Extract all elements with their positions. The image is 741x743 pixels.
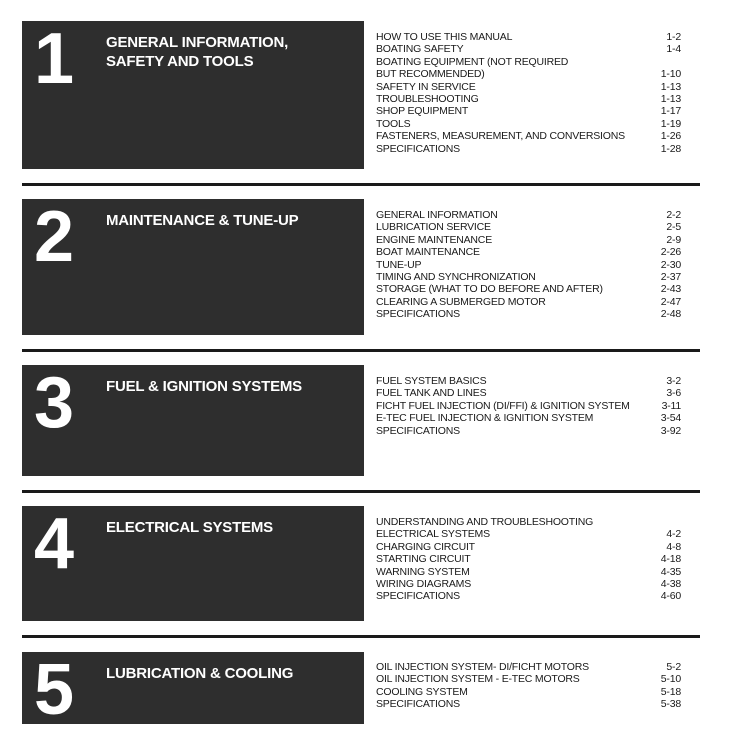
chapter-3-title xyxy=(106,377,346,396)
toc-entry[interactable] xyxy=(376,68,681,80)
section-divider xyxy=(22,183,700,186)
toc-entry[interactable] xyxy=(376,81,681,93)
toc-entry-label: STORAGE (WHAT TO DO BEFORE AND AFTER) xyxy=(376,283,603,296)
toc-entry-label: FUEL SYSTEM BASICS xyxy=(376,375,487,387)
toc-entry[interactable] xyxy=(376,259,681,271)
toc-entry[interactable] xyxy=(376,130,681,142)
chapter-4-title-block xyxy=(22,506,364,621)
toc-entry-label: OIL INJECTION SYSTEM - E-TEC MOTORS xyxy=(376,673,580,686)
toc-entry-page: 3-6 xyxy=(666,387,681,400)
toc-entry[interactable] xyxy=(376,578,681,590)
toc-entry-page: 2-30 xyxy=(660,258,681,271)
toc-entry-label: CHARGING CIRCUIT xyxy=(376,540,475,553)
toc-entry[interactable] xyxy=(376,661,681,673)
toc-entry-page: 2-2 xyxy=(666,209,681,221)
toc-entry-page: 5-18 xyxy=(660,685,681,698)
toc-entry-page: 4-38 xyxy=(660,577,681,590)
toc-entry-page: 1-2 xyxy=(666,31,681,43)
toc-entry-label: SPECIFICATIONS xyxy=(376,424,460,437)
toc-entry[interactable] xyxy=(376,43,681,55)
toc-entry[interactable] xyxy=(376,209,681,221)
toc-entry-page: 3-11 xyxy=(661,399,681,412)
chapter-1-title-block xyxy=(22,21,364,169)
toc-entry-page: 4-18 xyxy=(660,553,681,566)
toc-entry[interactable] xyxy=(376,698,681,710)
chapter-3-number: 3 xyxy=(34,363,75,443)
chapter-1-toc xyxy=(376,31,681,155)
chapter-2-title-block xyxy=(22,199,364,335)
toc-entry-page: 5-10 xyxy=(660,673,681,686)
section-divider xyxy=(22,349,700,352)
chapter-3-title-line: FUEL & IGNITION SYSTEMS xyxy=(106,378,302,395)
chapter-5-toc xyxy=(376,661,681,711)
chapter-1-title xyxy=(106,33,346,71)
toc-entry-label: SPECIFICATIONS xyxy=(376,590,460,603)
toc-entry[interactable] xyxy=(376,412,681,424)
chapter-1-title-line: SAFETY AND TOOLS xyxy=(106,53,254,70)
toc-entry-label: BOATING EQUIPMENT (NOT REQUIRED xyxy=(376,55,569,68)
toc-entry[interactable] xyxy=(376,93,681,105)
toc-entry-label: ELECTRICAL SYSTEMS xyxy=(376,528,490,541)
toc-entry-page: 5-38 xyxy=(660,698,681,711)
toc-entry[interactable] xyxy=(376,271,681,283)
toc-entry-label: UNDERSTANDING AND TROUBLESHOOTING xyxy=(376,516,594,528)
toc-entry-page: 3-54 xyxy=(660,412,681,425)
chapter-1-title-line: GENERAL INFORMATION, xyxy=(106,34,289,51)
toc-entry-label: TUNE-UP xyxy=(376,258,422,271)
toc-entry[interactable] xyxy=(376,375,681,387)
toc-entry[interactable] xyxy=(376,528,681,540)
section-divider xyxy=(22,635,700,638)
toc-entry[interactable] xyxy=(376,31,681,43)
toc-entry[interactable] xyxy=(376,541,681,553)
toc-entry-label: WIRING DIAGRAMS xyxy=(376,577,472,590)
toc-entry-label: STARTING CIRCUIT xyxy=(376,553,471,566)
toc-entry[interactable] xyxy=(376,400,681,412)
toc-entry[interactable] xyxy=(376,566,681,578)
toc-entry[interactable] xyxy=(376,118,681,130)
toc-entry-page: 3-2 xyxy=(666,375,681,387)
toc-entry[interactable] xyxy=(376,387,681,399)
toc-entry-page: 2-9 xyxy=(666,233,681,246)
toc-entry[interactable] xyxy=(376,296,681,308)
toc-entry-page: 1-28 xyxy=(660,142,681,155)
section-divider xyxy=(22,490,700,493)
toc-entry-page: 1-13 xyxy=(660,92,681,105)
toc-entry-page: 4-8 xyxy=(666,540,681,553)
toc-entry[interactable] xyxy=(376,283,681,295)
toc-entry[interactable] xyxy=(376,56,681,68)
toc-entry[interactable] xyxy=(376,516,681,528)
toc-entry[interactable] xyxy=(376,553,681,565)
chapter-4-title xyxy=(106,518,346,537)
toc-entry-label: E-TEC FUEL INJECTION & IGNITION SYSTEM xyxy=(376,412,594,425)
toc-entry-label: FICHT FUEL INJECTION (DI/FFI) & IGNITION SYSTEM xyxy=(376,399,630,412)
toc-entry-label: ENGINE MAINTENANCE xyxy=(376,233,492,246)
chapter-4-toc xyxy=(376,516,681,603)
chapter-5-title xyxy=(106,664,346,683)
toc-entry-page: 1-19 xyxy=(660,117,681,130)
chapter-5-title-block xyxy=(22,650,364,730)
toc-entry[interactable] xyxy=(376,143,681,155)
chapter-3-title-block xyxy=(22,365,364,476)
chapter-5-number: 5 xyxy=(34,650,75,730)
toc-entry-label: CLEARING A SUBMERGED MOTOR xyxy=(376,295,546,308)
toc-entry-page: 4-60 xyxy=(660,590,681,603)
chapter-2-title-line: MAINTENANCE & TUNE-UP xyxy=(106,212,299,229)
toc-entry-label: SHOP EQUIPMENT xyxy=(376,105,469,118)
toc-entry-label: FASTENERS, MEASUREMENT, AND CONVERSIONS xyxy=(376,130,625,143)
toc-entry[interactable] xyxy=(376,105,681,117)
toc-entry-label: SAFETY IN SERVICE xyxy=(376,80,476,93)
toc-entry-page: 4-2 xyxy=(666,528,681,541)
toc-entry-label: GENERAL INFORMATION xyxy=(376,209,498,221)
toc-entry-label: SPECIFICATIONS xyxy=(376,142,460,155)
chapter-3-toc xyxy=(376,375,681,437)
toc-entry-label: BOAT MAINTENANCE xyxy=(376,246,480,259)
toc-entry-label: BUT RECOMMENDED) xyxy=(376,68,485,81)
toc-entry-label: BOATING SAFETY xyxy=(376,43,464,56)
toc-entry-label: SPECIFICATIONS xyxy=(376,308,460,321)
toc-entry-page: 1-17 xyxy=(660,105,681,118)
toc-entry-label: TIMING AND SYNCHRONIZATION xyxy=(376,270,536,283)
toc-entry-label: LUBRICATION SERVICE xyxy=(376,221,491,234)
toc-entry[interactable] xyxy=(376,686,681,698)
toc-entry[interactable] xyxy=(376,234,681,246)
chapter-4-number: 4 xyxy=(34,504,75,584)
toc-entry-label: OIL INJECTION SYSTEM- DI/FICHT MOTORS xyxy=(376,661,589,673)
toc-entry-label: COOLING SYSTEM xyxy=(376,685,468,698)
toc-entry-label: TOOLS xyxy=(376,117,411,130)
chapter-2-number: 2 xyxy=(34,197,75,277)
chapter-5-title-line: LUBRICATION & COOLING xyxy=(106,665,294,682)
toc-entry-page: 5-2 xyxy=(666,661,681,673)
toc-entry-page: 4-35 xyxy=(660,565,681,578)
toc-entry-page: 2-47 xyxy=(660,295,681,308)
toc-entry-page: 1-4 xyxy=(666,43,681,56)
toc-entry-page: 2-48 xyxy=(660,308,681,321)
toc-entry-label: WARNING SYSTEM xyxy=(376,565,470,578)
toc-entry[interactable] xyxy=(376,308,681,320)
chapter-2-title xyxy=(106,211,346,230)
chapter-4-title-line: ELECTRICAL SYSTEMS xyxy=(106,519,273,536)
toc-entry-page: 2-5 xyxy=(666,221,681,234)
toc-entry[interactable] xyxy=(376,221,681,233)
toc-entry-label: FUEL TANK AND LINES xyxy=(376,387,487,400)
toc-entry[interactable] xyxy=(376,673,681,685)
toc-entry-page: 2-37 xyxy=(660,270,681,283)
toc-entry-page: 1-10 xyxy=(660,68,681,81)
toc-entry[interactable] xyxy=(376,246,681,258)
toc-entry-page: 1-26 xyxy=(660,130,681,143)
toc-entry-label: SPECIFICATIONS xyxy=(376,698,460,711)
toc-entry-page: 3-92 xyxy=(660,424,681,437)
chapter-1-number: 1 xyxy=(34,19,75,99)
toc-entry-page: 1-13 xyxy=(660,80,681,93)
toc-entry[interactable] xyxy=(376,590,681,602)
chapter-2-toc xyxy=(376,209,681,321)
toc-entry[interactable] xyxy=(376,425,681,437)
toc-entry-page: 2-43 xyxy=(660,283,681,296)
toc-entry-label: HOW TO USE THIS MANUAL xyxy=(376,31,513,43)
toc-entry-label: TROUBLESHOOTING xyxy=(376,92,479,105)
toc-entry-page: 2-26 xyxy=(660,246,681,259)
